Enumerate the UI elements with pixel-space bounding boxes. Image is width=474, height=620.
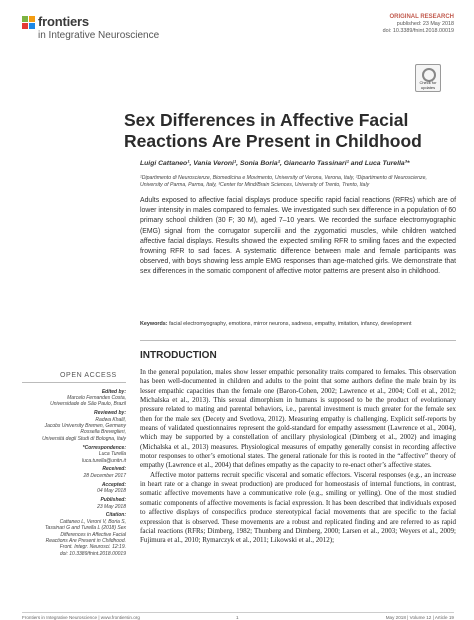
editor-line: Universidade de São Paulo, Brazil [50, 401, 126, 408]
correspondence-name: Luca Turella [98, 451, 126, 458]
sidebar-divider [22, 382, 126, 383]
citation-line: Tassinari G and Turella L (2018) Sex [44, 525, 126, 532]
check-updates-label: Check for updates [419, 80, 437, 90]
published-date: published: 23 May 2018 [396, 21, 454, 27]
article-info-sidebar [22, 386, 126, 557]
reviewer-line: Università degli Studi di Bologna, Italy [42, 435, 126, 442]
check-for-updates-button[interactable] [415, 64, 441, 92]
body-paragraph: In the general population, males show lesser empathic personality traits compared to females. This observation has been well-documented in children and adults to the point that some authors define the male brain by its lesser empathic capacities than the female one (Baron-Cohen, 2002; Lawrence et al., 2004; Coll et al., 2012; Michalska et al., 2013). This sexual dimorphism in humans is supposed to be the product of evolutionary pressure related to mating and parental behaviors, i.e., parental investment is much greater for the female sex then for the male sex (Decety and Svetlova, 2012). Measuring empathy is challenging. Explicit self-reports by means of validated questionnaires represent the gold-standard for empathy assessment (Lawrence et al., 2004), which may be supported by a constellation of ancillary physiological (Dimberg et al., 2002) and imaging (Michalska et al., 2013) measures. Physiological measures of empathy generally consist in recording affective motor responses to other’s emotional states. The general rationale for this is rooted in the “affective” theory of empathy (Lawrence et al., 2004) that defines empathy as the capacity to re-enact other’s affective states. [140, 368, 456, 470]
article-doi[interactable]: doi: 10.3389/fnint.2018.00019 [382, 28, 454, 34]
footer-journal[interactable]: Frontiers in Integrative Neuroscience | www.frontiersin.org [22, 615, 140, 620]
correspondence-email[interactable]: luca.turella@unitn.it [82, 457, 126, 464]
published-label: Published: [100, 497, 126, 504]
reviewer-line: Rossella Breveglieri, [80, 429, 126, 436]
affiliation-line: ¹Dipartimento di Neuroscienze, Biomedicina e Movimento, University of Verona, Verona, Italy, ²Dipartimento di Neuroscienze, [140, 175, 427, 181]
citation-doi[interactable]: doi: 10.3389/fnint.2018.00019 [59, 550, 126, 557]
accepted-date: 04 May 2018 [97, 488, 126, 495]
article-meta [383, 14, 454, 35]
citation-line: Differences in Affective Facial [60, 531, 126, 538]
citation-line: Cattaneo L, Veroni V, Boria S, [59, 518, 126, 525]
reviewed-by-label: Reviewed by: [94, 410, 126, 417]
keywords [140, 321, 456, 329]
citation-label: Citation: [105, 512, 126, 519]
abstract-divider [140, 340, 456, 341]
affiliation-line: University of Parma, Parma, Italy, ³Center for Mind/Brain Sciences, University of Trento, Trento, Italy [140, 182, 370, 188]
publisher-name: frontiers [38, 14, 89, 29]
reviewer-line: Radwa Khalil, [95, 416, 126, 423]
received-label: Received: [102, 466, 126, 473]
citation-line: Reactions Are Present in Childhood. [45, 538, 126, 545]
correspondence-label: *Correspondence: [82, 444, 126, 451]
reviewer-line: Jacobs University Bremen, Germany [44, 423, 126, 430]
editor-line: Marcelo Fernandes Costa, [67, 394, 126, 401]
edited-by-label: Edited by: [101, 388, 126, 395]
body-text [140, 368, 456, 546]
page-number: 1 [236, 615, 239, 620]
article-title: Sex Differences in Affective Facial Reactions Are Present in Childhood [124, 110, 422, 151]
keywords-list: facial electromyography, emotions, mirror neurons, sadness, empathy, imitation, infancy, development [169, 321, 412, 327]
open-access-label: OPEN ACCESS [60, 372, 117, 379]
section-heading-introduction: INTRODUCTION [140, 350, 217, 361]
affiliations [140, 175, 460, 189]
author-list: Luigi Cattaneo¹, Vania Veroni¹, Sonia Boria², Giancarlo Tassinari¹ and Luca Turella³* [140, 160, 410, 167]
journal-logo [22, 14, 160, 50]
published-date-sidebar: 23 May 2018 [97, 503, 126, 510]
body-paragraph: Affective motor patterns recruit specific visceral and somatic effectors. Visceral responses (e.g., an increase in heart rate or a change in sweat production) are produced for homeostasis of internal functions, in contrast, somatic affective movements have a communicative role (e.g., smiling or yelling). One of the most studied somatic components of affective movements is facial expression. It has been described that individuals exposed to affective displays of conspecifics produce stereotypical facial movements that are specific to the facial expression that is observed. These movements are a robust and replicated finding and are referred to as rapid facial reactions (RFRs; Dimberg, 1982; Thunberg and Dimberg, 2000; Larsen et al., 2003; Weyers et al., 2009; Fujimura et al., 2010; Rymarczyk et al., 2011; Likowski et al., 2012); [140, 470, 456, 545]
frontiers-logo-icon [22, 16, 35, 29]
citation-line: Front. Integr. Neurosci. 12:19. [59, 544, 126, 551]
abstract: Adults exposed to affective facial displays produce specific rapid facial reactions (RFRs) which are of lower intensity in males compared to females. We investigated such sex difference in a population of 60 primary school children (30 F; 30 M), aged 7–10 years. We recorded the surface electromyographic (EMG) signal from the corrugator supercilii and the zygomatici muscles, while children watched affective facial displays. Results showed the expected smiling RFR to smiling faces and the expected frowning RFR to sad faces. A systematic difference between male and female participants was observed, with boys showing less ample EMG responses than age-matched girls. We demonstrate that sex differences in the somatic component of affective motor patterns are present also in childhood. [140, 197, 456, 276]
accepted-label: Accepted: [101, 481, 126, 488]
received-date: 28 December 2017 [83, 472, 126, 479]
article-kind: ORIGINAL RESEARCH [389, 14, 454, 20]
footer-issue: May 2018 | Volume 12 | Article 19 [385, 615, 454, 620]
keywords-label: Keywords: [140, 321, 168, 327]
footer-divider [22, 612, 454, 613]
journal-name: in Integrative Neuroscience [38, 30, 160, 41]
